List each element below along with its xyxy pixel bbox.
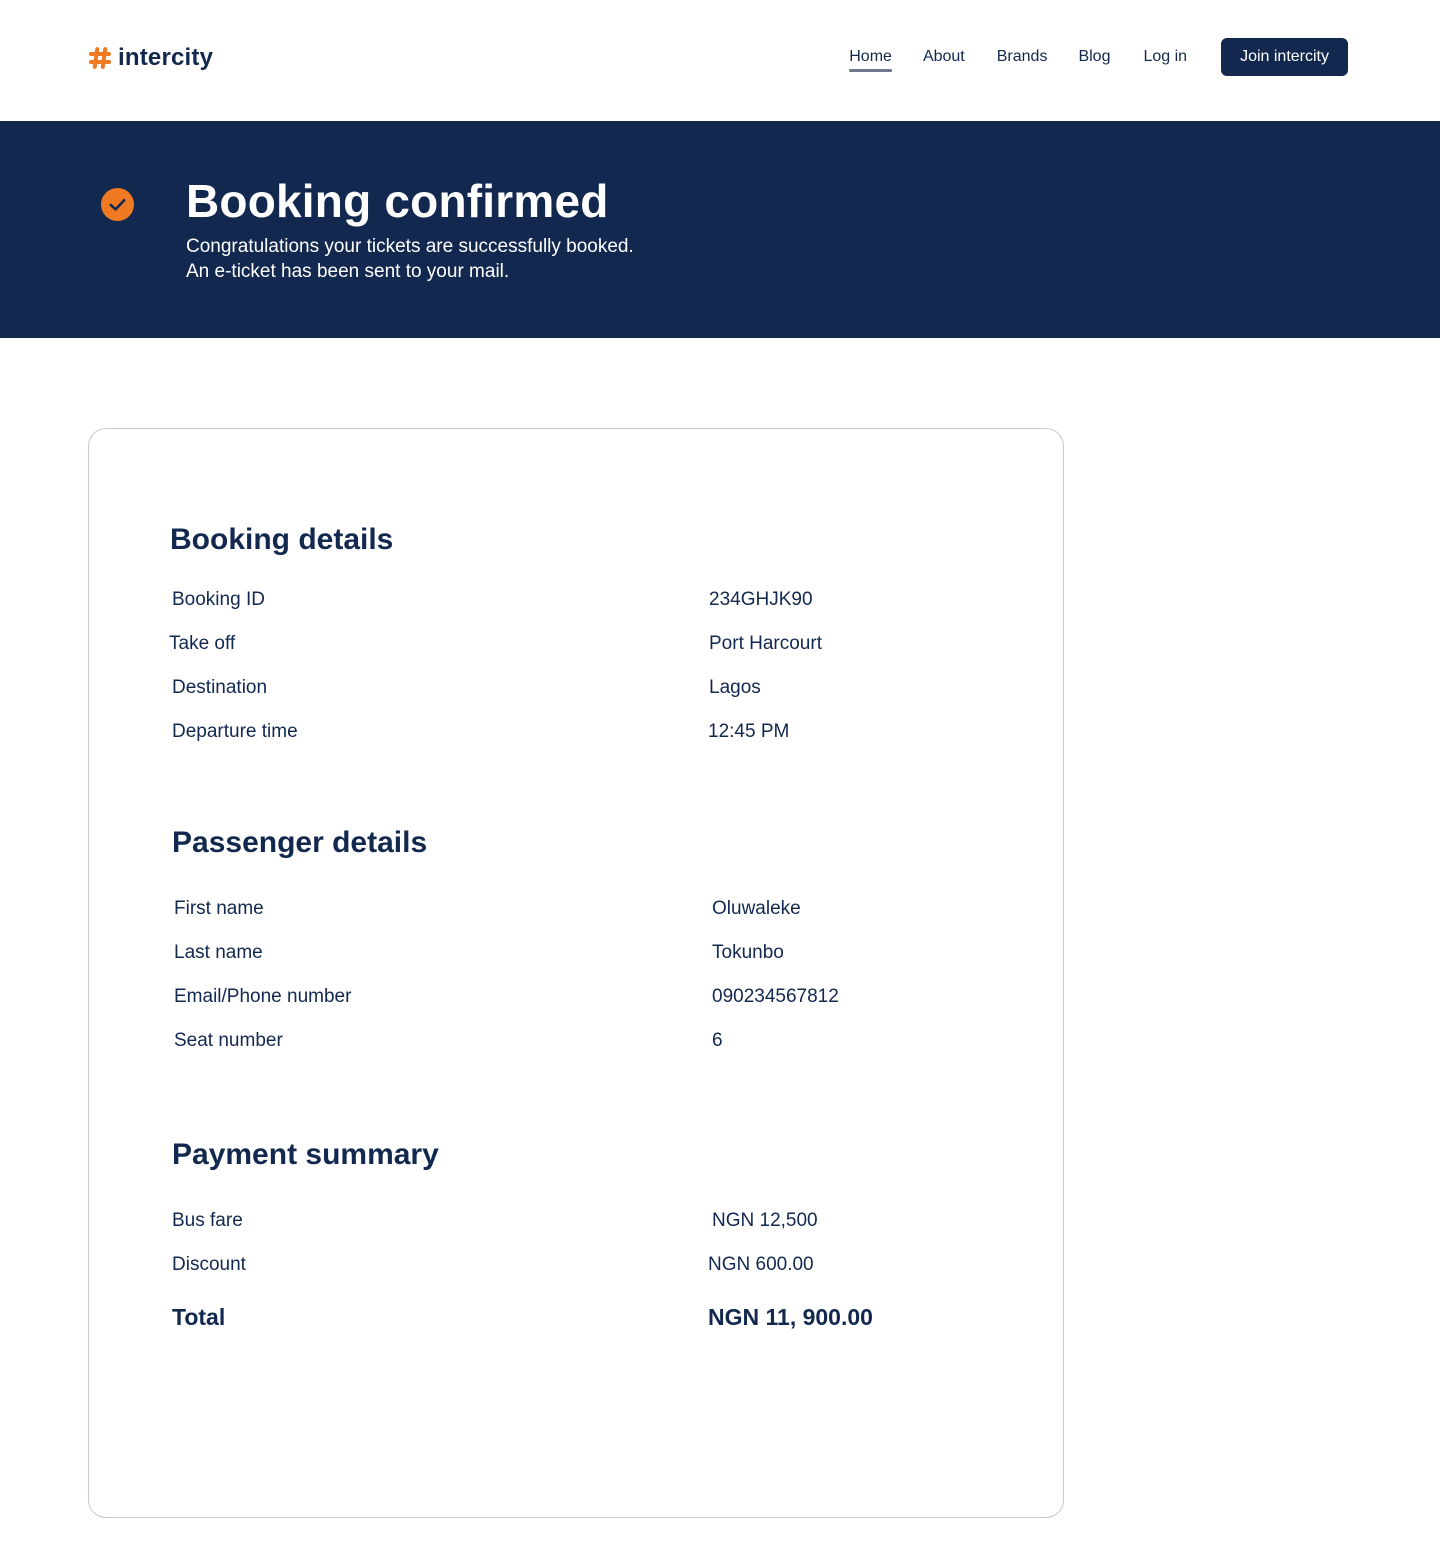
departure-time-value: 12:45 PM bbox=[708, 721, 790, 742]
booking-id-value: 234GHJK90 bbox=[709, 589, 813, 610]
banner-subtitle bbox=[186, 234, 634, 284]
discount-label: Discount bbox=[172, 1254, 246, 1275]
email-phone-value: 090234567812 bbox=[712, 986, 839, 1007]
email-phone-label: Email/Phone number bbox=[174, 986, 352, 1007]
take-off-value: Port Harcourt bbox=[709, 633, 822, 654]
first-name-label: First name bbox=[174, 898, 264, 919]
take-off-label: Take off bbox=[169, 633, 236, 654]
nav-home-link[interactable]: Home bbox=[849, 38, 892, 76]
main-nav bbox=[849, 38, 1348, 76]
passenger-details-title: Passenger details bbox=[172, 826, 428, 859]
bus-fare-label: Bus fare bbox=[172, 1210, 243, 1231]
check-circle-icon bbox=[100, 187, 135, 222]
banner-subtitle-line-2: An e-ticket has been sent to your mail. bbox=[186, 261, 510, 282]
first-name-value: Oluwaleke bbox=[712, 898, 801, 919]
hash-logo-icon bbox=[88, 46, 112, 70]
page-title: Booking confirmed bbox=[186, 175, 609, 227]
confirmation-banner bbox=[0, 121, 1440, 338]
destination-label: Destination bbox=[172, 677, 268, 698]
discount-value: NGN 600.00 bbox=[708, 1254, 814, 1275]
last-name-label: Last name bbox=[174, 942, 263, 963]
seat-number-value: 6 bbox=[712, 1030, 723, 1051]
booking-details-title: Booking details bbox=[170, 523, 394, 556]
seat-number-label: Seat number bbox=[174, 1030, 283, 1051]
total-label: Total bbox=[172, 1304, 226, 1330]
payment-summary-title: Payment summary bbox=[172, 1138, 439, 1171]
booking-summary-card bbox=[88, 428, 1064, 1518]
join-intercity-button[interactable]: Join intercity bbox=[1221, 38, 1348, 76]
destination-value: Lagos bbox=[709, 677, 761, 698]
nav-blog-link[interactable]: Blog bbox=[1078, 48, 1111, 65]
top-navigation-bar bbox=[0, 0, 1440, 121]
last-name-value: Tokunbo bbox=[712, 942, 784, 963]
brand-name: intercity bbox=[118, 44, 214, 71]
nav-login-link[interactable]: Log in bbox=[1143, 48, 1188, 65]
banner-subtitle-line-1: Congratulations your tickets are successfully booked. bbox=[186, 236, 634, 257]
nav-about-link[interactable]: About bbox=[922, 48, 965, 65]
bus-fare-value: NGN 12,500 bbox=[712, 1210, 818, 1231]
brand-logo[interactable] bbox=[88, 42, 213, 74]
departure-time-label: Departure time bbox=[172, 721, 298, 742]
nav-brands-link[interactable]: Brands bbox=[996, 48, 1048, 65]
booking-id-label: Booking ID bbox=[172, 589, 265, 610]
total-value: NGN 11, 900.00 bbox=[708, 1304, 873, 1330]
